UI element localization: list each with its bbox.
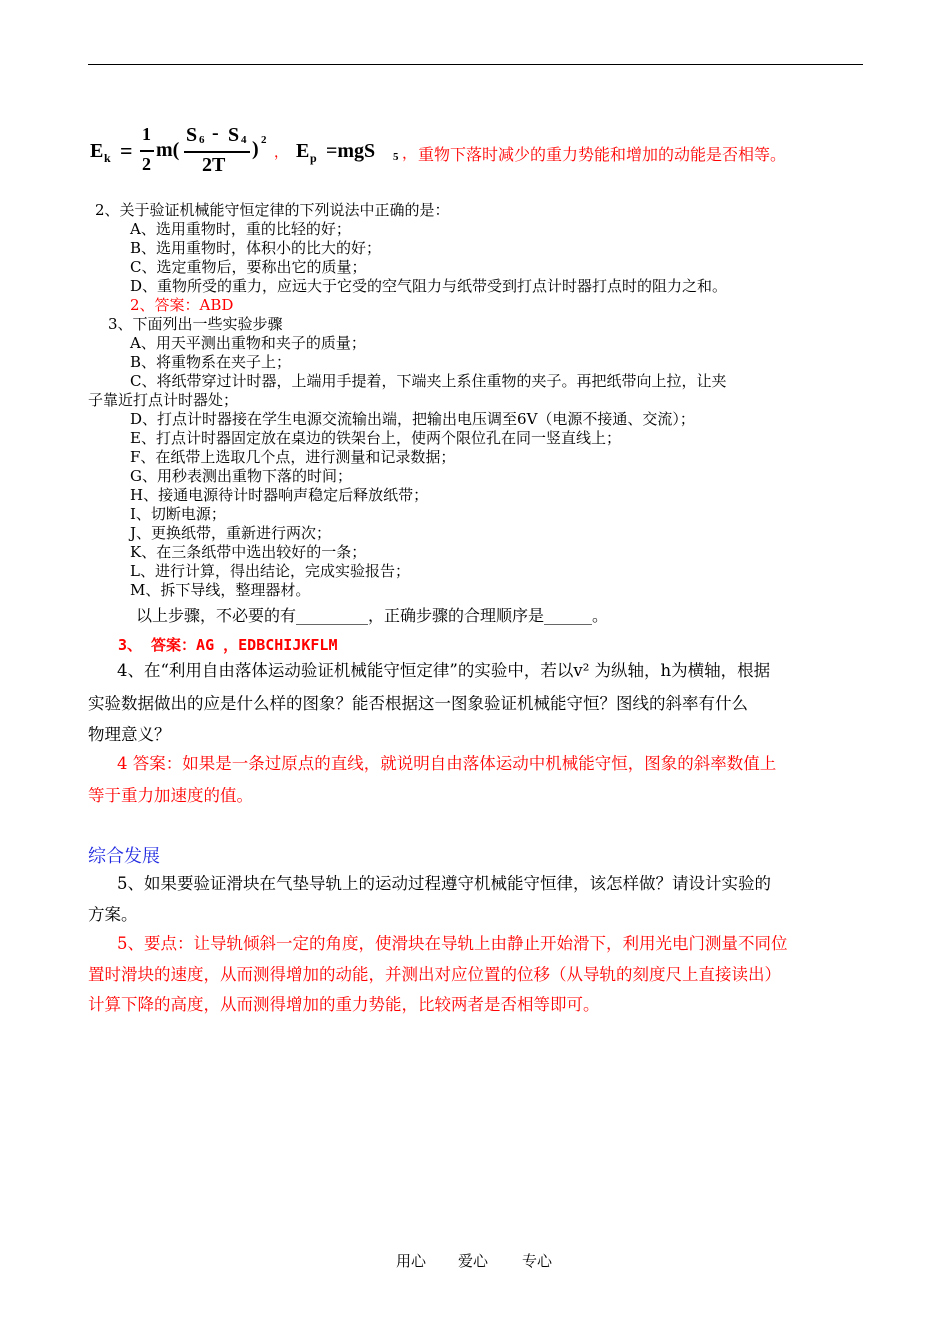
- q4-answer-line-1: 4 答案：如果是一条过原点的直线，就说明自由落体运动中机械能守恒，图象的斜率数值上: [117, 754, 777, 773]
- square-exponent: 2: [261, 134, 267, 146]
- q3-step-f: F、在纸带上选取几个点，进行测量和记录数据；: [130, 448, 456, 466]
- ep-subscript: p: [310, 151, 317, 165]
- energy-formula: [90, 120, 890, 190]
- q2-option-a: A、选用重物时，重的比轻的好；: [130, 220, 351, 238]
- q3-step-b: B、将重物系在夹子上；: [130, 353, 292, 371]
- q5-answer-line-3: 计算下降的高度，从而测得增加的重力势能，比较两者是否相等即可。: [88, 995, 600, 1014]
- q3-step-h: H、接通电源待计时器响声稳定后释放纸带；: [130, 486, 429, 504]
- q5-line-2: 方案。: [88, 905, 138, 924]
- close-paren: ): [252, 138, 259, 160]
- q5-line-1: 5、如果要验证滑块在气垫导轨上的运动过程遵守机械能守恒律，该怎样做？请设计实验的: [117, 874, 771, 893]
- q2-stem: 2、关于验证机械能守恒定律的下列说法中正确的是：: [95, 201, 450, 219]
- q3-step-j: J、更换纸带，重新进行两次；: [130, 524, 332, 542]
- q3-step-l: L、进行计算，得出结论，完成实验报告；: [130, 562, 410, 580]
- s4-symbol: S: [228, 124, 240, 146]
- two-t-denominator: 2T: [202, 154, 226, 176]
- mgs-term: =mgS: [326, 140, 376, 162]
- ek-symbol: E: [90, 140, 104, 162]
- velocity-fraction-bar: [184, 151, 250, 153]
- formula-comma: ，: [274, 146, 288, 161]
- half-numerator: 1: [142, 124, 151, 144]
- q4-line-2: 实验数据做出的应是什么样的图象？能否根据这一图象验证机械能守恒？图线的斜率有什么: [88, 694, 748, 713]
- footer-item-2: 爱心: [458, 1252, 489, 1270]
- s5-subscript: 5: [393, 151, 399, 163]
- q3-step-g: G、用秒表测出重物下落的时间；: [130, 467, 352, 485]
- footer-item-3: 专心: [522, 1252, 553, 1270]
- q3-step-a: A、用天平测出重物和夹子的质量；: [130, 334, 366, 352]
- q4-line-1: 4、在“利用自由落体运动验证机械能守恒定律”的实验中，若以v² 为纵轴，h为横轴，根据: [117, 661, 771, 680]
- q3-step-i: I、切断电源；: [130, 505, 226, 523]
- formula-comma-2: ，: [402, 146, 418, 162]
- q3-step-c: C、将纸带穿过计时器，上端用手提着，下端夹上系住重物的夹子。再把纸带向上拉，让夹: [130, 372, 727, 390]
- half-denominator: 2: [142, 154, 151, 174]
- q4-answer-line-2: 等于重力加速度的值。: [88, 786, 253, 805]
- q4-line-3: 物理意义？: [88, 725, 171, 744]
- q3-answer: 3、 答案：AG ，EDBCHIJKFLM: [118, 636, 338, 654]
- q3-step-d: D、打点计时器接在学生电源交流输出端，把输出电压调至6V（电源不接通、交流）；: [130, 410, 695, 428]
- formula-remark: 重物下落时减少的重力势能和增加的动能是否相等。: [418, 145, 787, 164]
- ek-subscript: k: [104, 151, 111, 165]
- q3-stem: 3、下面列出一些实验步骤: [108, 315, 283, 333]
- q2-answer: 2、答案：ABD: [130, 296, 234, 314]
- header-rule: [88, 64, 863, 65]
- q2-option-d: D、重物所受的重力，应远大于它受的空气阻力与纸带受到打点计时器打点时的阻力之和。: [130, 277, 728, 295]
- q3-step-c-cont: 子靠近打点计时器处；: [88, 391, 239, 409]
- q3-question: 以上步骤，不必要的有_________，正确步骤的合理顺序是______。: [136, 606, 609, 625]
- s4-subscript: 4: [241, 134, 247, 146]
- q2-option-b: B、选用重物时，体积小的比大的好；: [130, 239, 382, 257]
- mass-open-paren: m(: [156, 139, 180, 161]
- s6-symbol: S: [186, 124, 198, 146]
- q5-answer-line-2: 置时滑块的速度，从而测得增加的动能，并测出对应位置的位移（从导轨的刻度尺上直接读出）: [88, 965, 781, 984]
- q3-step-k: K、在三条纸带中选出较好的一条；: [130, 543, 367, 561]
- ep-symbol: E: [296, 140, 310, 162]
- footer-item-1: 用心: [396, 1252, 427, 1270]
- q3-step-m: M、拆下导线，整理器材。: [130, 581, 311, 599]
- minus-sign: -: [212, 122, 219, 144]
- s6-subscript: 6: [199, 134, 205, 146]
- half-fraction-bar: [140, 150, 154, 152]
- q3-step-e: E、打点计时器固定放在桌边的铁架台上，使两个限位孔在同一竖直线上；: [130, 429, 621, 447]
- section-title: 综合发展: [88, 846, 160, 867]
- equals-sign: =: [120, 138, 133, 163]
- q5-answer-line-1: 5、要点：让导轨倾斜一定的角度，使滑块在导轨上由静止开始滑下，利用光电门测量不同位: [117, 934, 788, 953]
- q2-option-c: C、选定重物后，要称出它的质量；: [130, 258, 367, 276]
